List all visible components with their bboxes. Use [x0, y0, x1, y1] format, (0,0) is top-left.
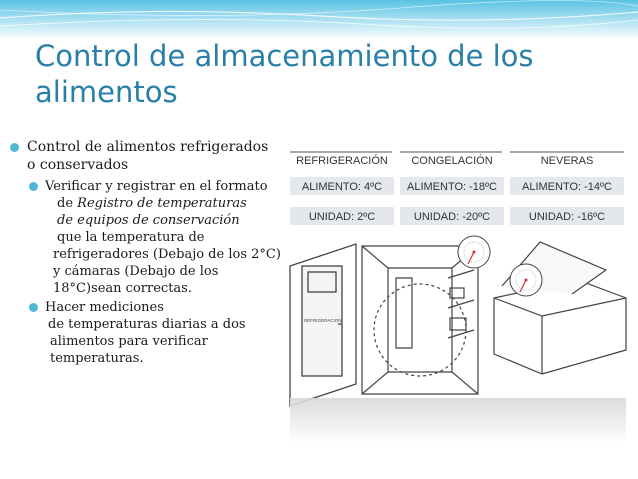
slide-title: [35, 38, 625, 110]
bullet-text: 18°C)sean correctas.: [53, 281, 192, 296]
cell-unidad-neveras: UNIDAD: -16ºC: [528, 211, 606, 223]
title-line-1: Control de almacenamiento de los: [35, 39, 534, 73]
bullet-text: Hacer mediciones: [45, 300, 164, 315]
bullet-text: temperaturas.: [50, 351, 144, 366]
bullet-text: Verificar y registrar en el formato: [45, 179, 268, 194]
bullet-dot-icon: [29, 303, 38, 312]
title-line-2: alimentos: [35, 75, 178, 109]
bullet-text: de equipos de conservación: [57, 213, 240, 228]
header-refrigeracion: REFRIGERACIÓN: [296, 155, 388, 167]
bullet-text: refrigeradores (Debajo de los 2°C): [53, 247, 281, 262]
thermometer-dial-icon: [510, 264, 542, 296]
cell-alimento-refrigeracion: ALIMENTO: 4ºC: [301, 181, 383, 193]
door-sign: REFRIGERACION: [304, 318, 342, 323]
bullet-text: Control de alimentos refrigerados: [27, 139, 269, 155]
bullet-list: [8, 138, 298, 367]
cell-unidad-congelacion: UNIDAD: -20ºC: [413, 211, 491, 223]
bullet-control-alimentos: [8, 138, 298, 174]
bullet-verificar-registrar: [8, 178, 298, 297]
storage-illustration: [288, 148, 628, 448]
cold-room-door-icon: [290, 244, 356, 406]
cell-alimento-congelacion: ALIMENTO: -18ºC: [406, 181, 498, 193]
bullet-text: de temperaturas diarias a dos: [48, 317, 246, 332]
bullet-text: de Registro de temperaturas: [57, 196, 247, 211]
bullet-text: y cámaras (Debajo de los: [53, 264, 219, 279]
cell-alimento-neveras: ALIMENTO: -14ºC: [521, 181, 613, 193]
header-congelacion: CONGELACIÓN: [411, 155, 493, 167]
cold-room-interior-icon: [362, 246, 478, 394]
header-neveras: NEVERAS: [540, 155, 594, 167]
bullet-text: o conservados: [27, 157, 129, 173]
image-reflection: [290, 398, 626, 444]
bullet-text: que la temperatura de: [57, 230, 205, 245]
bullet-hacer-mediciones: [8, 299, 298, 367]
top-gradient-band: [0, 0, 638, 40]
cell-unidad-refrigeracion: UNIDAD: 2ºC: [308, 211, 376, 223]
bullet-text: alimentos para verificar: [50, 334, 208, 349]
bullet-dot-icon: [10, 143, 19, 152]
thermometer-dial-icon: [458, 236, 490, 268]
bullet-dot-icon: [29, 182, 38, 191]
chest-freezer-icon: [494, 242, 626, 374]
